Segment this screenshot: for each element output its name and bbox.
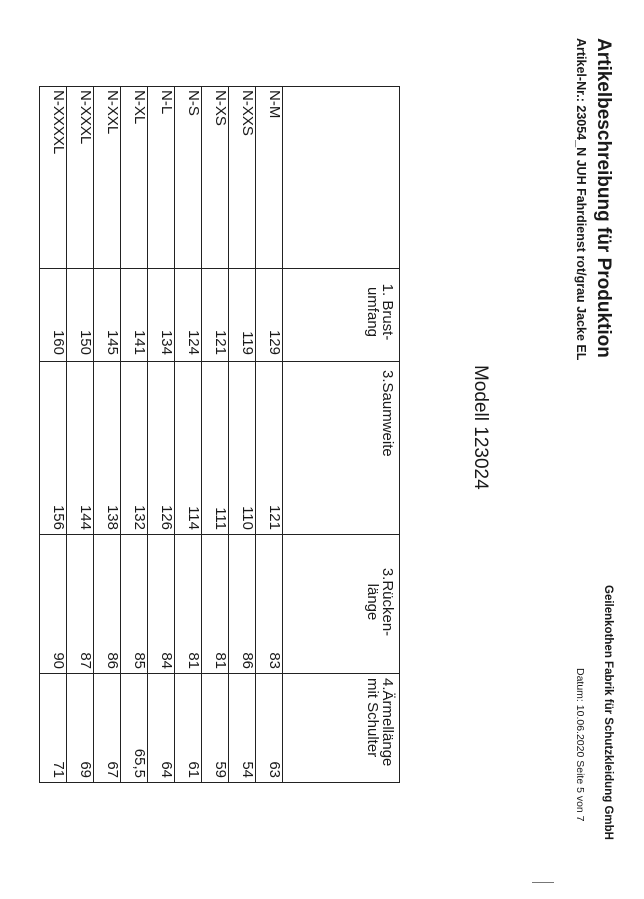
table-cell-aermel: 69 xyxy=(67,674,94,783)
table-cell-saum: 144 xyxy=(67,362,94,535)
table-cell-brust: 121 xyxy=(202,269,229,362)
table-cell-size: N-L xyxy=(148,87,175,269)
table-cell-ruecken: 86 xyxy=(229,535,256,674)
table-cell-saum: 121 xyxy=(256,362,283,535)
table-row xyxy=(94,87,121,783)
table-cell-brust: 141 xyxy=(121,269,148,362)
table-cell-aermel: 67 xyxy=(94,674,121,783)
table-cell-ruecken: 87 xyxy=(67,535,94,674)
table-cell-saum: 114 xyxy=(175,362,202,535)
table-cell-saum: 156 xyxy=(40,362,67,535)
table-cell-ruecken: 86 xyxy=(94,535,121,674)
table-cell-brust: 119 xyxy=(229,269,256,362)
table-cell-size: N-XXL xyxy=(94,87,121,269)
table-cell-saum: 110 xyxy=(229,362,256,535)
column-header-saumweite xyxy=(283,362,400,535)
size-table xyxy=(39,86,400,783)
table-cell-brust: 145 xyxy=(94,269,121,362)
document-title: Artikelbeschreibung für Produktion xyxy=(593,38,614,358)
column-header-aermellaenge xyxy=(283,674,400,783)
table-cell-aermel: 65,5 xyxy=(121,674,148,783)
table-cell-size: N-XXS xyxy=(229,87,256,269)
table-cell-ruecken: 85 xyxy=(121,535,148,674)
table-cell-size: N-S xyxy=(175,87,202,269)
table-cell-brust: 134 xyxy=(148,269,175,362)
model-heading: Modell 123024 xyxy=(470,365,491,490)
company-name: Geilenkothen Fabrik für Schutzkleidung GmbH xyxy=(602,585,614,840)
header-line: 3.Saumweite xyxy=(379,370,396,457)
column-header-rueckenlaenge xyxy=(283,535,400,674)
date-page-info: Datum: 10.06.2020 Seite 5 von 7 xyxy=(574,668,586,822)
table-cell-saum: 132 xyxy=(121,362,148,535)
table-row xyxy=(121,87,148,783)
table-row xyxy=(202,87,229,783)
size-column-header xyxy=(283,87,400,269)
header-line: 1. Brust- xyxy=(379,283,396,341)
table-row xyxy=(175,87,202,783)
table-cell-ruecken: 81 xyxy=(175,535,202,674)
table-cell-brust: 160 xyxy=(40,269,67,362)
table-cell-saum: 126 xyxy=(148,362,175,535)
header-line: mit Schulter xyxy=(364,678,381,758)
table-cell-aermel: 61 xyxy=(175,674,202,783)
table-cell-size: N-M xyxy=(256,87,283,269)
table-cell-aermel: 59 xyxy=(202,674,229,783)
table-cell-size: N-XL xyxy=(121,87,148,269)
table-cell-size: N-XXXXL xyxy=(40,87,67,269)
table-cell-aermel: 63 xyxy=(256,674,283,783)
header-line: länge xyxy=(364,583,381,621)
header-line: umfang xyxy=(364,286,381,338)
article-number: Artikel-Nr.: 23054_N JUH Fahrdienst rot/grau Jacke EL xyxy=(574,38,588,361)
table-cell-ruecken: 81 xyxy=(202,535,229,674)
table-row xyxy=(148,87,175,783)
table-cell-brust: 124 xyxy=(175,269,202,362)
table-cell-aermel: 71 xyxy=(40,674,67,783)
header-line: 3.Rücken- xyxy=(379,567,396,637)
column-header-brustumfang xyxy=(283,269,400,362)
table-row xyxy=(67,87,94,783)
table-cell-ruecken: 83 xyxy=(256,535,283,674)
table-cell-saum: 111 xyxy=(202,362,229,535)
table-header-row xyxy=(283,87,400,783)
table-cell-size: N-XXXL xyxy=(67,87,94,269)
table-cell-size: N-XS xyxy=(202,87,229,269)
table-cell-aermel: 64 xyxy=(148,674,175,783)
header-line: 4.Ärmellänge xyxy=(379,678,396,767)
table-row xyxy=(40,87,67,783)
table-cell-brust: 129 xyxy=(256,269,283,362)
table-cell-ruecken: 84 xyxy=(148,535,175,674)
edge-mark xyxy=(532,882,554,883)
table-cell-ruecken: 90 xyxy=(40,535,67,674)
table-row xyxy=(229,87,256,783)
table-row xyxy=(256,87,283,783)
table-cell-brust: 150 xyxy=(67,269,94,362)
table-cell-saum: 138 xyxy=(94,362,121,535)
table-cell-aermel: 54 xyxy=(229,674,256,783)
